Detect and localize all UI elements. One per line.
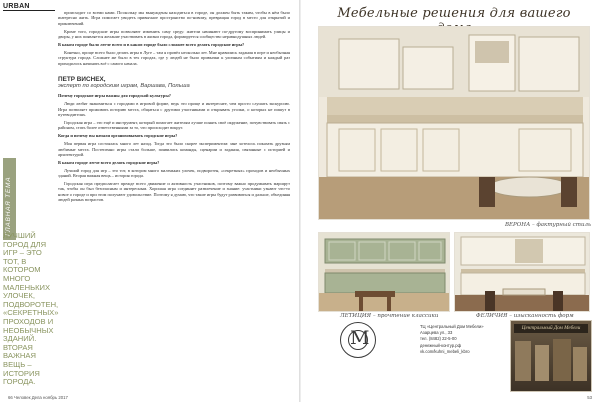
caption-felicia: ФЕЛИЧИЯ – изысканность форм xyxy=(476,313,574,319)
store-sign: Центральный Дом Мебели xyxy=(514,324,588,333)
paragraph: Городская игра предполагает прежде всего движение и активность участников, поэтому важно продумывать маршрут так, чтобы он был безопасным и интересным. Хорошая игра соединяет развлечение и знание: участники узнают что-то новое о городе и при этом получают удовольствие. Поэтому я думаю, что такие игры будут развиваться и дальше, объединяя людей разных возрастов. xyxy=(58,181,290,203)
answer: Люди любят знакомиться с городами в игровой форме, ведь это проще и интереснее, чем просто слушать экскурсию. Игра позволяет проживать историю места, общаться с другими участниками и открывать уголки, о которых не пишут в путеводителях. xyxy=(58,101,290,118)
answer: Конечно, проще всего было делать игры в Луге – там я провёл несколько лет. Мне нравились задания в игре и необычная структура города. Сложнее же было в тех городах, где у людей не было привычки к уличным событиям и каждый раз приходилось начинать всё с самого начала. xyxy=(58,49,290,66)
caption-leticia: ЛЕТИЦИЯ – прочтение классики xyxy=(340,313,439,319)
answer: Городская игра – это ещё и инструмент, который помогает жителям лучше понять своё окружение, почувствовать связь с районом, стать более ответственными за то, что происходит вокруг. xyxy=(58,120,290,131)
kitchen-verona-illustration xyxy=(319,27,590,220)
side-banner xyxy=(3,158,16,240)
store-interior-illustration xyxy=(511,335,591,391)
ad-title: Мебельные решения для вашего xyxy=(337,6,571,21)
answer: Моя первая игра состоялась много лет назад. Тогда это было скорее экспериментом: мне хотелось показать друзьям любимые места. Постепенно игры стали больше, появились команды, сценарии и задания, связанные с историей и архитектурой. xyxy=(58,141,290,157)
folio-left: 66 Человек Дела ноябрь 2017 xyxy=(8,395,68,400)
kitchen-photo-verona xyxy=(318,26,590,220)
answer: Лучший город для игр – это тот, в котором много маленьких улочек, подворотен, «секретных» проходов и необычных зданий. Вторая важная вещь – история города. xyxy=(58,167,290,179)
question: Почему городские игры важны для городской культуры? xyxy=(58,93,171,99)
right-page xyxy=(300,0,600,402)
question: В каком городе легче всего делать городские игры? xyxy=(58,159,160,165)
contact-social[interactable]: vk.com/kuhni_mebeli_kbro xyxy=(420,348,470,354)
store-photo xyxy=(510,320,592,392)
kitchen-photo-felicia xyxy=(454,232,590,312)
section-tag: URBAN xyxy=(3,3,30,10)
expert-role: эксперт по городским играм, Варшава, Польша xyxy=(58,82,190,89)
furniture-logo-letter: М xyxy=(350,327,370,349)
contact-phone: тел. (8482) 22-5-00 xyxy=(420,336,457,342)
paragraph: Кроме того, городские игры позволяют изменить саму среду: жители начинают по-другому воспринимать улицы и дворы, у них появляется желание участвовать в жизни города, формируется сообщество неравнодушных людей. xyxy=(58,28,290,39)
caption-verona: ВЕРОНА – фактурный стиль xyxy=(505,222,591,228)
contact-info xyxy=(420,324,514,355)
article-body xyxy=(58,10,290,205)
kitchen-leticia-illustration xyxy=(319,233,450,312)
kitchen-felicia-illustration xyxy=(455,233,590,312)
expert-block xyxy=(58,76,290,90)
question: В каком городе было легче всего и в каком городе было сложнее всего делать городские игры? xyxy=(58,41,245,47)
pull-quote: ЛУЧШИЙ ГОРОД ДЛЯ ИГР – ЭТО ТОТ, В КОТОРОМ МНОГО МАЛЕНЬКИХ УЛОЧЕК, ПОДВОРОТЕН, «СЕКРЕТНЫХ» ПРОХОДОВ И НЕОБЫЧНЫХ ЗДАНИЙ. ВТОРАЯ ВАЖНАЯ ВЕЩЬ – ИСТОРИЯ ГОРОДА. xyxy=(3,231,59,387)
contact-address: Азарцева ул., 33 xyxy=(420,330,453,336)
folio-right: 53 xyxy=(587,395,592,400)
section-rule xyxy=(3,10,55,11)
paragraph: происходит со всеми нами. Поскольку мы вынуждены находиться в городе, он должен быть таким, чтобы в нём было интересно жить. Игра помогает увидеть привычное пространство по-новому, превращая город в место для открытий и приключений. xyxy=(58,10,290,26)
kitchen-photo-leticia xyxy=(318,232,450,312)
contact-website[interactable]: денежный-контур.рф xyxy=(420,342,462,348)
side-banner-label: ГЛАВНАЯ ТЕМА xyxy=(5,176,12,236)
expert-name: ПЕТР ВИСНЕХ, xyxy=(58,75,106,83)
contact-store: ТЦ «Центральный Дом Мебели» xyxy=(420,324,484,329)
question: Когда и почему вы начали организовывать городские игры? xyxy=(58,133,178,139)
